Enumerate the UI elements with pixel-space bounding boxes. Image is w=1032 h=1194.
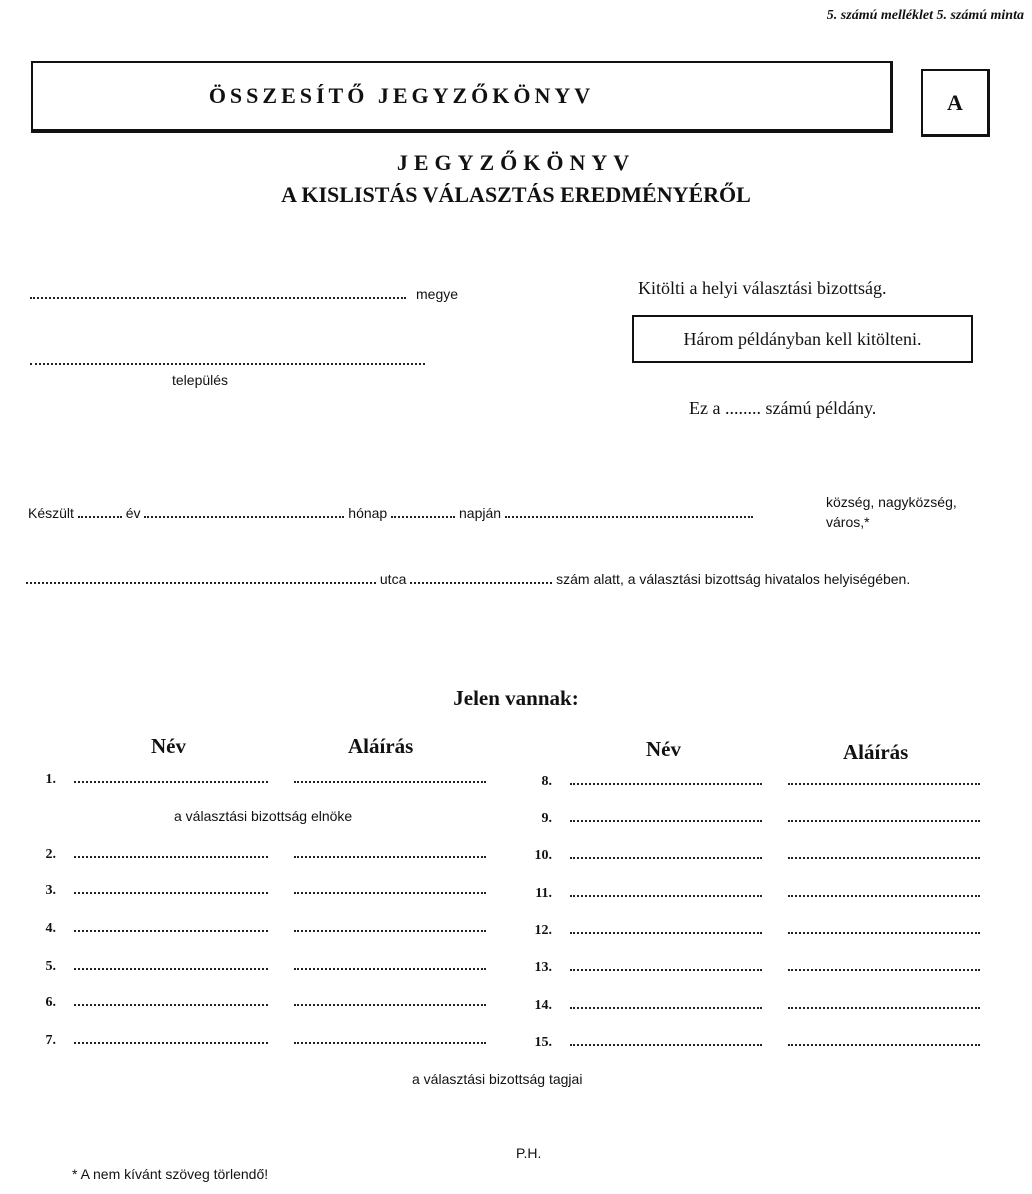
settlement-label: település [172, 372, 229, 388]
row-number: 12. [534, 923, 552, 938]
signature-input-line[interactable] [294, 968, 486, 970]
name-input-line[interactable] [74, 856, 268, 858]
row-number: 7. [45, 1033, 56, 1048]
row-number: 13. [534, 960, 552, 975]
row-number: 10. [534, 848, 552, 863]
attendee-row [512, 996, 980, 1014]
attendee-row [16, 845, 486, 863]
address-row [26, 571, 910, 587]
footnote: * A nem kívánt szöveg törlendő! [72, 1166, 269, 1182]
name-header-left: Név [151, 734, 186, 758]
form-title: ÖSSZESÍTŐ JEGYZŐKÖNYV [208, 83, 595, 108]
present-title: Jelen vannak: [453, 686, 579, 710]
attendee-row [16, 993, 486, 1011]
county-input-line[interactable] [30, 297, 406, 299]
signature-input-line[interactable] [788, 820, 980, 822]
signature-input-line[interactable] [294, 892, 486, 894]
title-box [31, 61, 893, 133]
name-input-line[interactable] [570, 1044, 762, 1046]
name-input-line[interactable] [570, 783, 762, 785]
subtitle-minutes: JEGYZŐKÖNYV [396, 150, 636, 175]
name-input-line[interactable] [570, 1007, 762, 1009]
signature-input-line[interactable] [788, 857, 980, 859]
street-label: utca [379, 571, 407, 587]
row-number: 3. [45, 883, 56, 898]
name-input-line[interactable] [570, 932, 762, 934]
settlement-input-line[interactable] [30, 363, 425, 365]
name-input-line[interactable] [74, 781, 268, 783]
row-number: 1. [45, 772, 56, 787]
filled-by-note: Kitölti a helyi választási bizottság. [638, 278, 887, 298]
members-caption: a választási bizottság tagjai [412, 1071, 583, 1087]
made-label: Készült [28, 505, 74, 521]
signature-header-left: Aláírás [348, 734, 414, 758]
year-input-line[interactable] [78, 516, 122, 518]
copies-note-box [632, 315, 973, 363]
copies-note: Három példányban kell kitölteni. [683, 328, 922, 349]
signature-input-line[interactable] [788, 895, 980, 897]
name-input-line[interactable] [570, 895, 762, 897]
row-number: 4. [45, 921, 56, 936]
signature-input-line[interactable] [788, 1044, 980, 1046]
row-number: 2. [45, 847, 56, 862]
copy-number-suffix: számú példány. [765, 398, 877, 418]
signature-input-line[interactable] [294, 856, 486, 858]
attendee-row [16, 1031, 486, 1049]
signature-header-right: Aláírás [843, 740, 909, 764]
county-label: megye [416, 286, 459, 302]
day-label: napján [459, 505, 502, 521]
row-number: 9. [541, 811, 552, 826]
attendee-row [16, 919, 486, 937]
settlement-field-row [30, 352, 425, 370]
month-label: hónap [348, 505, 388, 521]
row-number: 15. [534, 1035, 552, 1050]
copy-number-row [689, 398, 876, 419]
attendee-row [16, 957, 486, 975]
signature-input-line[interactable] [294, 1042, 486, 1044]
attendee-row [512, 1033, 980, 1051]
attendee-row [16, 881, 486, 899]
attendee-row [512, 846, 980, 864]
name-input-line[interactable] [74, 968, 268, 970]
form-reference: 5. számú melléklet 5. számú minta [826, 8, 1024, 23]
signature-input-line[interactable] [788, 783, 980, 785]
name-input-line[interactable] [570, 857, 762, 859]
address-tail: szám alatt, a választási bizottság hivatalos helyiségében. [556, 571, 911, 587]
attendee-row [512, 958, 980, 976]
day-input-line[interactable] [391, 516, 455, 518]
signature-input-line[interactable] [294, 1004, 486, 1006]
row-number: 5. [45, 959, 56, 974]
name-input-line[interactable] [74, 1004, 268, 1006]
copy-number-dots[interactable]: ........ [724, 398, 761, 418]
attendee-row [512, 884, 980, 902]
signature-input-line[interactable] [294, 781, 486, 783]
place-type-options[interactable]: község, nagyközség, [826, 494, 957, 510]
signature-input-line[interactable] [788, 969, 980, 971]
row-number: 8. [541, 774, 552, 789]
name-header-right: Név [646, 737, 681, 761]
attendee-row [512, 809, 980, 827]
month-input-line[interactable] [144, 516, 344, 518]
place-input-line[interactable] [505, 516, 753, 518]
year-label: év [125, 505, 141, 521]
place-type-options-2[interactable]: város,* [826, 514, 870, 530]
signature-input-line[interactable] [788, 932, 980, 934]
name-input-line[interactable] [74, 930, 268, 932]
signature-input-line[interactable] [788, 1007, 980, 1009]
subtitle-election-results: A KISLISTÁS VÁLASZTÁS EREDMÉNYÉRŐL [281, 182, 751, 207]
name-input-line[interactable] [74, 1042, 268, 1044]
form-letter-box: A [921, 69, 990, 137]
chair-caption: a választási bizottság elnöke [174, 808, 353, 824]
name-input-line[interactable] [570, 820, 762, 822]
signature-input-line[interactable] [294, 930, 486, 932]
made-row [28, 505, 753, 521]
row-number: 14. [534, 998, 552, 1013]
attendee-row [512, 921, 980, 939]
copy-number-prefix: Ez a [689, 398, 721, 418]
row-number: 6. [45, 995, 56, 1010]
seal-placeholder: P.H. [516, 1145, 542, 1161]
row-number: 11. [535, 886, 552, 901]
name-input-line[interactable] [74, 892, 268, 894]
house-number-input-line[interactable] [410, 582, 552, 584]
street-input-line[interactable] [26, 582, 376, 584]
name-input-line[interactable] [570, 969, 762, 971]
attendee-row [512, 772, 980, 790]
county-field-row [30, 286, 458, 304]
attendee-row [16, 770, 486, 788]
